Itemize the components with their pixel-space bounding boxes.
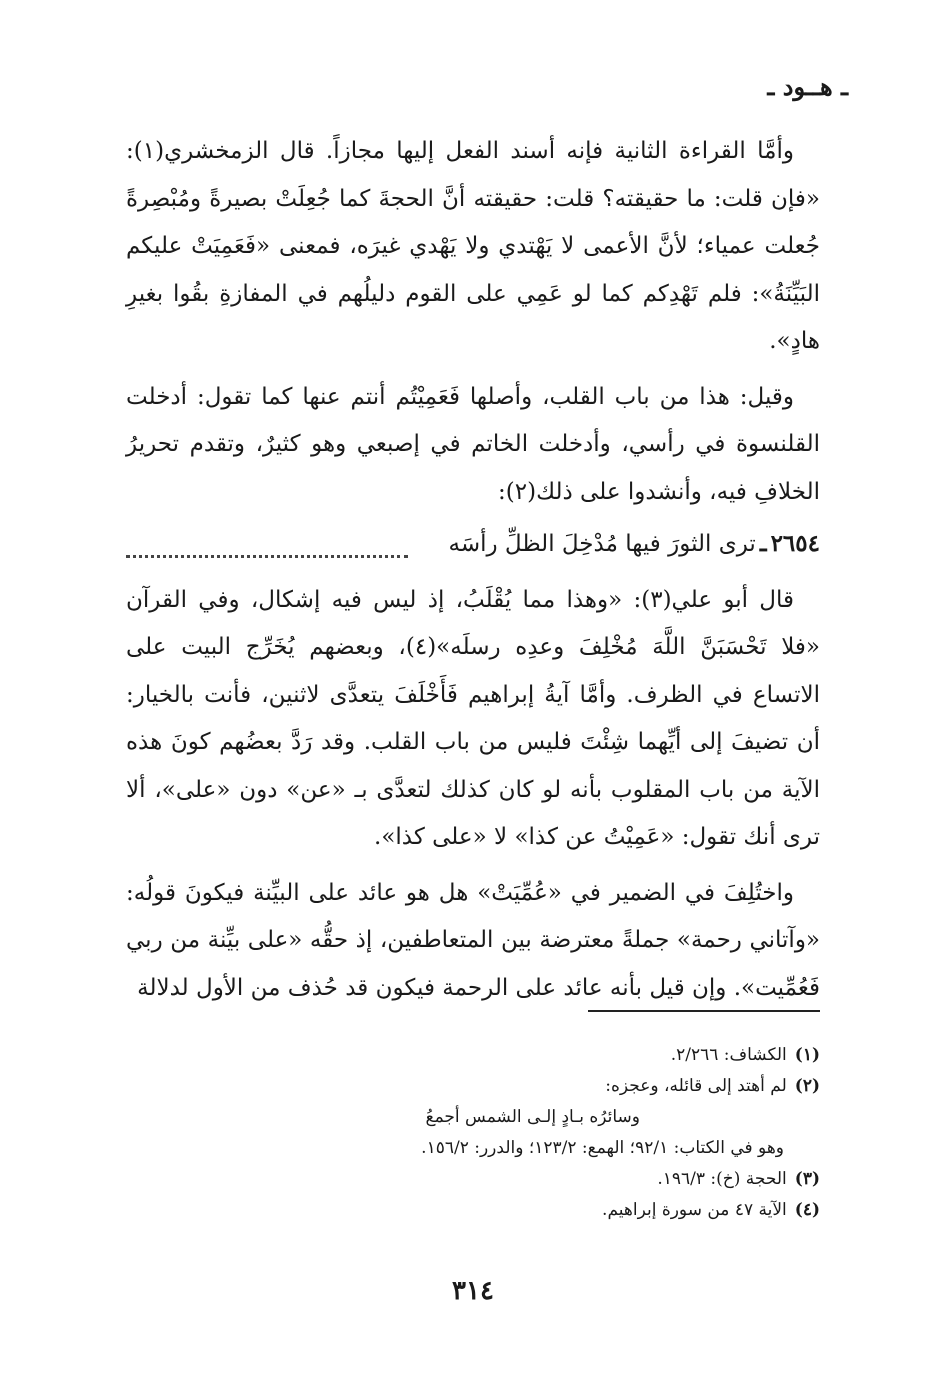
main-text (126, 128, 820, 1012)
footnote (126, 1164, 820, 1195)
footnotes (126, 1040, 820, 1226)
footnote-number: (١) (794, 1045, 820, 1065)
footnote-rule (588, 1010, 820, 1012)
footnote-text: الآية ٤٧ من سورة إبراهيم. (602, 1200, 787, 1220)
footnote-verse: وسائرُه بـادٍ إلـى الشمس أجمعُ (425, 1107, 640, 1127)
footnote (126, 1071, 820, 1102)
verse-line (126, 520, 820, 569)
footnote-text: الحجة (خ): ١٩٦/٣. (657, 1169, 787, 1189)
footnote-number: (٤) (794, 1200, 820, 1220)
footnote-number: (٣) (794, 1169, 820, 1189)
paragraph: قال أبو علي(٣): «وهذا مما يُقْلَبُ، إذ ليس فيه إشكال، وفي القرآن «فلا تَحْسَبَنَّ اللَّهَ مُخْلِفَ وعدِه رسلَه»(٤)، وبعضهم يُخَرِّج البيت على الاتساع في الظرف. وأمَّا آيةُ إبراهيم فَأَخْلَفَ يتعدَّى لاثنين، فأنت بالخيار: أن تضيفَ إلى أيِّهما شِئْتَ فليس من باب القلب. وقد رَدَّ بعضُهم كونَ هذه الآية من باب المقلوب بأنه لو كان كذلك لتعدَّى بـ «عن» دون «على»، ألا ترى أنك تقول: «عَمِيْتُ عن كذا» لا «على كذا». (126, 586, 820, 850)
paragraph: وأمَّا القراءة الثانية فإنه أسند الفعل إليها مجازاً. قال الزمخشري(١): «فإن قلت: ما حقيقته؟ قلت: حقيقته أنَّ الحجةَ كما جُعِلَتْ بصيرةً ومُبْصِرةً جُعلت عمياء؛ لأنَّ الأعمى لا يَهْتدي ولا يَهْدي غيرَه، فمعنى «فَعَمِيَتْ عليكم البَيِّنَةُ»: فلم تَهْدِكم كما لو عَمِي على القوم دليلُهم في المفازةِ بقُوا بغيرِ هادٍ». (126, 138, 820, 354)
verse-ellipsis (126, 545, 408, 558)
footnote-text: وهو في الكتاب: ٩٢/١؛ الهمع: ١٢٣/٢؛ والدرر: ١٥٦/٢. (421, 1138, 784, 1158)
paragraph: وقيل: هذا من باب القلب، وأصلها فَعَمِيْتُم أنتم عنها كما تقول: أدخلت القلنسوة في رأسي، وأدخلت الخاتم في إصبعي وهو كثيرٌ، وتقدم تحريرُ الخلافِ فيه، وأنشدوا على ذلك(٢): (126, 383, 820, 505)
verse-dash: ـ (759, 530, 767, 557)
footnote-text: الكشاف: ٢/٢٦٦. (670, 1045, 787, 1065)
verse-number: ٢٦٥٤ (770, 530, 820, 557)
footnote (126, 1040, 820, 1071)
footnote (126, 1195, 820, 1226)
footnote-text: لم أهتد إلى قائله، وعجزه: (605, 1076, 787, 1096)
verse-text: ترى الثورَ فيها مُدْخِلَ الظلِّ رأسَه (448, 531, 756, 557)
footnote-number: (٢) (794, 1076, 820, 1096)
running-head: ـ هــود ـ (767, 72, 848, 101)
page-number: ٣١٤ (452, 1276, 494, 1306)
paragraph: واختُلِفَ في الضمير في «عُمِّيَتْ» هل هو عائد على البيِّنة فيكونَ قولُه: «وآتاني رحمة» جملةً معترضة بين المتعاطفين، إذ حقُّه «على بيِّنة من ربي فَعُمِّيت». وإن قيل بأنه عائد على الرحمة فيكون قد حُذف من الأول لدلالة (126, 879, 820, 1001)
